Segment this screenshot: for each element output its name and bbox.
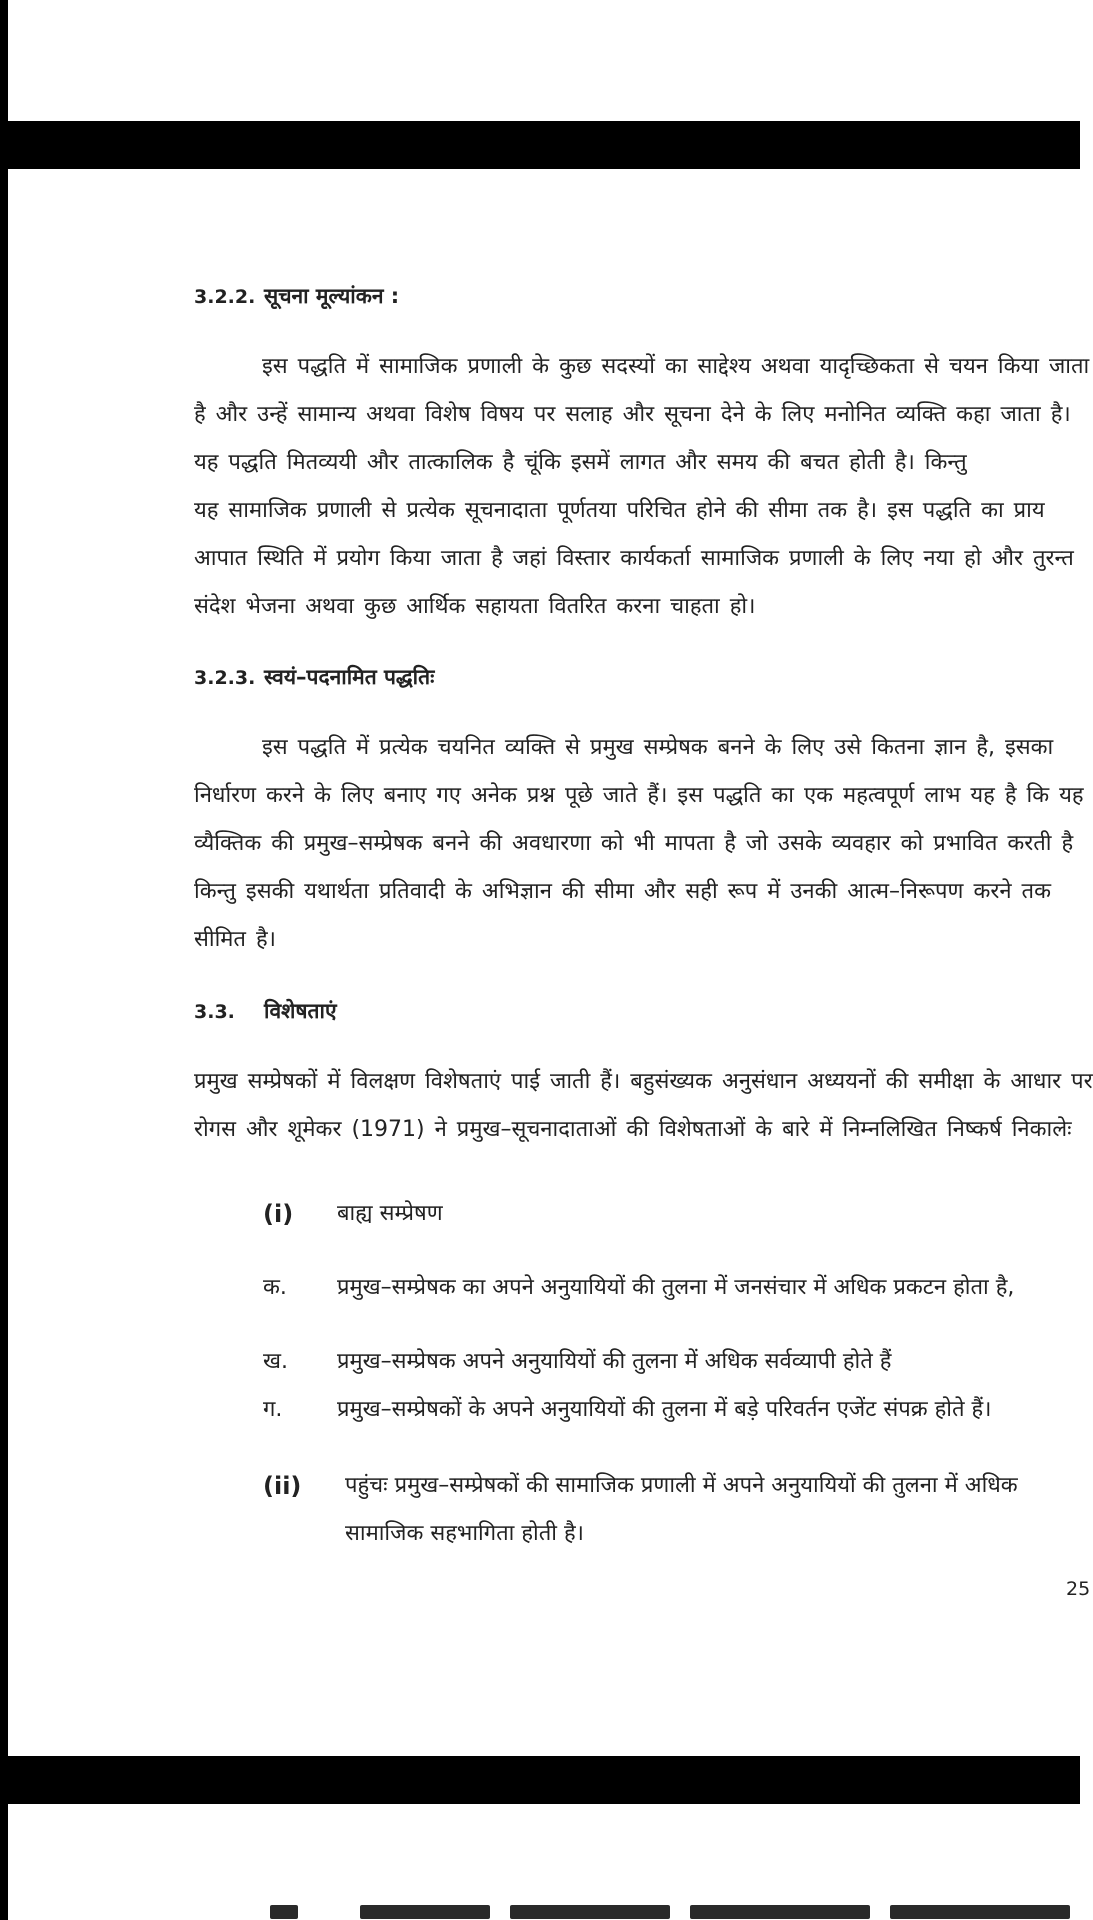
list-marker: क. (263, 1275, 287, 1300)
viewer-left-edge (0, 0, 8, 1920)
page-separator-bottom (0, 1756, 1080, 1804)
next-page-text-fragment (360, 1905, 490, 1919)
next-page-peek (270, 1897, 1080, 1920)
section-title: विशेषताएं (264, 999, 337, 1023)
paragraph-line: आपात स्थिति में प्रयोग किया जाता है जहां विस्तार कार्यकर्ता सामाजिक प्रणाली के लिए नया हो और तुरन्त (194, 546, 1074, 571)
list-text: प्रमुख–सम्प्रेषक अपने अनुयायियों की तुलना में अधिक सर्वव्यापी होते हैं (337, 1349, 892, 1374)
section-number: 3.2.2. (194, 286, 256, 308)
next-page-text-fragment (510, 1905, 670, 1919)
paragraph-line: इस पद्धति में सामाजिक प्रणाली के कुछ सदस्यों का साद्देश्य अथवा यादृच्छिकता से चयन किया जाता (262, 354, 1090, 379)
next-page-text-fragment (690, 1905, 870, 1919)
page-number: 25 (1066, 1578, 1091, 1600)
section-heading-3-3 (194, 996, 337, 1027)
paragraph-line: संदेश भेजना अथवा कुछ आर्थिक सहायता वितरित करना चाहता हो। (194, 594, 756, 619)
section-title: सूचना मूल्यांकन : (264, 284, 400, 308)
list-marker: (i) (263, 1200, 294, 1228)
paragraph-line: यह सामाजिक प्रणाली से प्रत्येक सूचनादाता पूर्णतया परिचित होने की सीमा तक है। इस पद्धति का प्राय (194, 498, 1045, 523)
next-page-text-fragment (890, 1905, 1070, 1919)
paragraph-line: निर्धारण करने के लिए बनाए गए अनेक प्रश्न पूछे जाते हैं। इस पद्धति का एक महत्वपूर्ण लाभ यह है कि यह (194, 783, 1084, 808)
section-number: 3.2.3. (194, 667, 256, 689)
paragraph-line: व्यैक्तिक की प्रमुख–सम्प्रेषक बनने की अवधारणा को भी मापता है जो उसके व्यवहार को प्रभावित करती है (194, 831, 1074, 856)
section-number: 3.3. (194, 1001, 235, 1023)
list-text: पहुंचः प्रमुख–सम्प्रेषकों की सामाजिक प्रणाली में अपने अनुयायियों की तुलना में अधिक (345, 1473, 1018, 1498)
paragraph-line: है और उन्हें सामान्य अथवा विशेष विषय पर सलाह और सूचना देने के लिए मनोनित व्यक्ति कहा जाता है। (194, 402, 1071, 427)
paragraph-line: प्रमुख सम्प्रेषकों में विलक्षण विशेषताएं पाई जाती हैं। बहुसंख्यक अनुसंधान अध्ययनों की समीक्षा के आधार पर (194, 1069, 1093, 1094)
next-page-text-fragment (270, 1905, 298, 1919)
paragraph-line: किन्तु इसकी यथार्थता प्रतिवादी के अभिज्ञान की सीमा और सही रूप में उनकी आत्म–निरूपण करने तक (194, 879, 1051, 904)
list-marker: ग. (263, 1397, 283, 1422)
paragraph-line: इस पद्धति में प्रत्येक चयनित व्यक्ति से प्रमुख सम्प्रेषक बनने के लिए उसे कितना ज्ञान है, इसका (262, 735, 1054, 760)
page-separator-top (0, 121, 1080, 169)
section-heading-3-2-2 (194, 281, 399, 312)
paragraph-line: सीमित है। (194, 927, 276, 952)
list-text: बाह्य सम्प्रेषण (337, 1201, 443, 1226)
section-heading-3-2-3 (194, 662, 434, 693)
paragraph-line: यह पद्धति मितव्ययी और तात्कालिक है चूंकि इसमें लागत और समय की बचत होती है। किन्तु (194, 450, 967, 475)
list-text: प्रमुख–सम्प्रेषक का अपने अनुयायियों की तुलना में जनसंचार में अधिक प्रकटन होता है, (337, 1275, 1015, 1300)
list-marker: ख. (263, 1349, 288, 1374)
list-text: प्रमुख–सम्प्रेषकों के अपने अनुयायियों की तुलना में बड़े परिवर्तन एजेंट संपक्र होते हैं। (337, 1397, 992, 1422)
document-page[interactable] (8, 169, 1093, 1756)
paragraph-line: रोगस और शूमेकर (1971) ने प्रमुख–सूचनादाताओं की विशेषताओं के बारे में निम्नलिखित निष्कर्ष निकालेः (194, 1117, 1072, 1142)
list-marker: (ii) (263, 1472, 302, 1500)
list-text: सामाजिक सहभागिता होती है। (345, 1521, 585, 1546)
section-title: स्वयं–पदनामित पद्धतिः (264, 665, 435, 689)
